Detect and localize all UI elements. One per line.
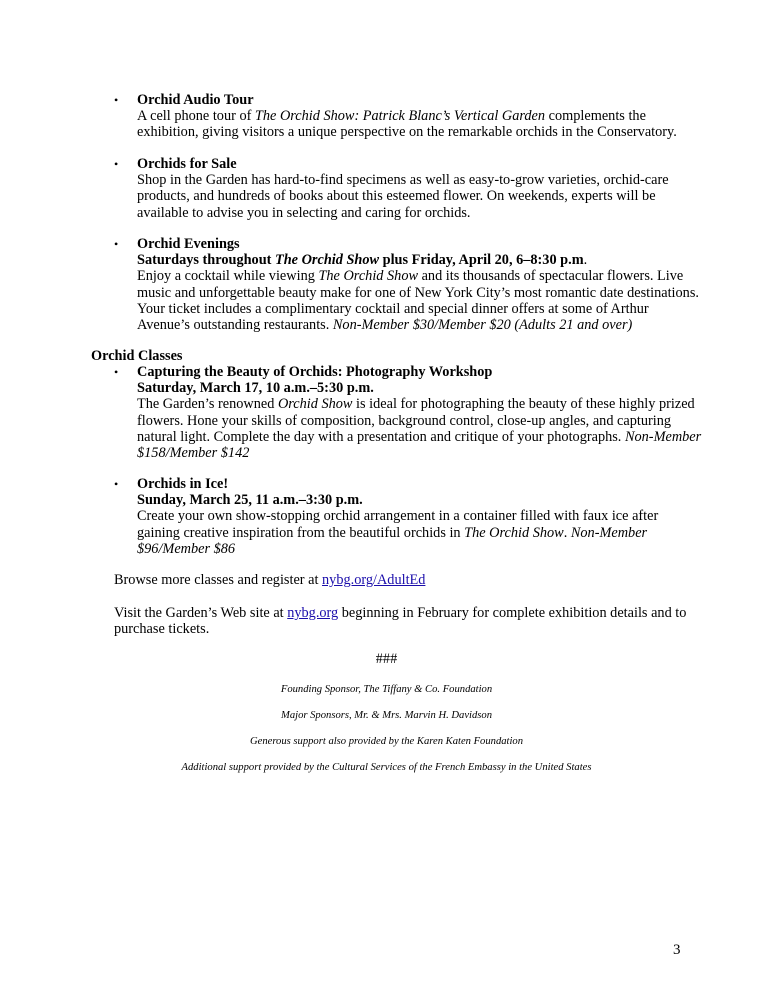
audio-tour-title: Orchid Audio Tour — [137, 92, 254, 108]
sponsor-line: Founding Sponsor, The Tiffany & Co. Foundation — [280, 684, 493, 695]
bullet-icon: • — [114, 157, 119, 171]
photography-price: Non-Member $158/Member $142 — [137, 428, 702, 462]
photography-class-item — [114, 364, 704, 461]
browse-classes-text: Browse more classes and register at nybg.org/AdultEd — [114, 572, 426, 588]
evenings-title: Orchid Evenings — [137, 236, 240, 252]
evenings-description: Enjoy a cocktail while viewing The Orchid Show and its thousands of spectacular flowers. Live music and unforgettable beauty make for one of New York City’s most romantic date destinations. Your ticket includes a complimentary cocktail and special dinner offers at some of Arthur Avenue’s outstanding restaurants. Non-Member $30/Member $20 (Adults 21 and over) — [137, 268, 699, 334]
bullet-icon: • — [114, 237, 119, 251]
classes-heading: Orchid Classes — [91, 348, 183, 364]
bullet-icon: • — [114, 365, 119, 379]
visit-text: Visit the Garden’s Web site at nybg.org beginning in February for complete exhibition details and to purchase tickets. — [114, 605, 687, 638]
for-sale-title: Orchids for Sale — [137, 156, 237, 172]
sponsor-line: Generous support also provided by the Karen Katen Foundation — [249, 736, 524, 747]
audio-tour-description: A cell phone tour of The Orchid Show: Patrick Blanc’s Vertical Garden complements the exhibition, giving visitors a unique perspective on the remarkable orchids in the Conservatory. — [137, 108, 677, 141]
separator: ### — [375, 651, 398, 667]
ice-title: Orchids in Ice! — [137, 476, 229, 492]
page-number: 3 — [673, 942, 681, 958]
ice-price: Non-Member $96/Member $86 — [137, 524, 648, 557]
ice-description: Create your own show-stopping orchid arrangement in a container filled with faux ice after gaining creative inspiration from the beautiful orchids in The Orchid Show. Non-Member $96/Member $86 — [137, 508, 659, 557]
sponsor-line: Major Sponsors, Mr. & Mrs. Marvin H. Davidson — [281, 710, 492, 721]
evenings-item — [114, 236, 704, 333]
adult-ed-link[interactable]: nybg.org/AdultEd — [322, 572, 426, 588]
for-sale-description: Shop in the Garden has hard-to-find specimens as well as easy-to-grow varieties, orchid-care products, and hundreds of books about this esteemed flower. On weekends, experts will be available to advise you in selecting and caring for orchids. — [137, 172, 669, 221]
for-sale-item — [114, 156, 704, 221]
evenings-price: Non-Member $30/Member $20 (Adults 21 and over) — [332, 317, 633, 334]
evenings-schedule: Saturdays throughout The Orchid Show plus Friday, April 20, 6–8:30 p.m. — [137, 252, 588, 269]
ice-date: Sunday, March 25, 11 a.m.–3:30 p.m. — [137, 492, 363, 509]
photography-date: Saturday, March 17, 10 a.m.–5:30 p.m. — [137, 380, 374, 397]
bullet-icon: • — [114, 477, 119, 491]
nybg-link[interactable]: nybg.org — [287, 605, 339, 621]
ice-class-item — [114, 476, 704, 557]
photography-description: The Garden’s renowned Orchid Show is ideal for photographing the beauty of these highly prized flowers. Hone your skills of composition, background control, close-up angles, and capturing natural light. Complete the day with a presentation and critique of your photographs. Non-Member $158/Member $142 — [137, 396, 702, 462]
audio-tour-item — [114, 92, 704, 141]
sponsor-line: Additional support provided by the Cultural Services of the French Embassy in the United States — [181, 762, 592, 773]
bullet-icon: • — [114, 93, 119, 107]
photography-title: Capturing the Beauty of Orchids: Photography Workshop — [137, 364, 493, 380]
